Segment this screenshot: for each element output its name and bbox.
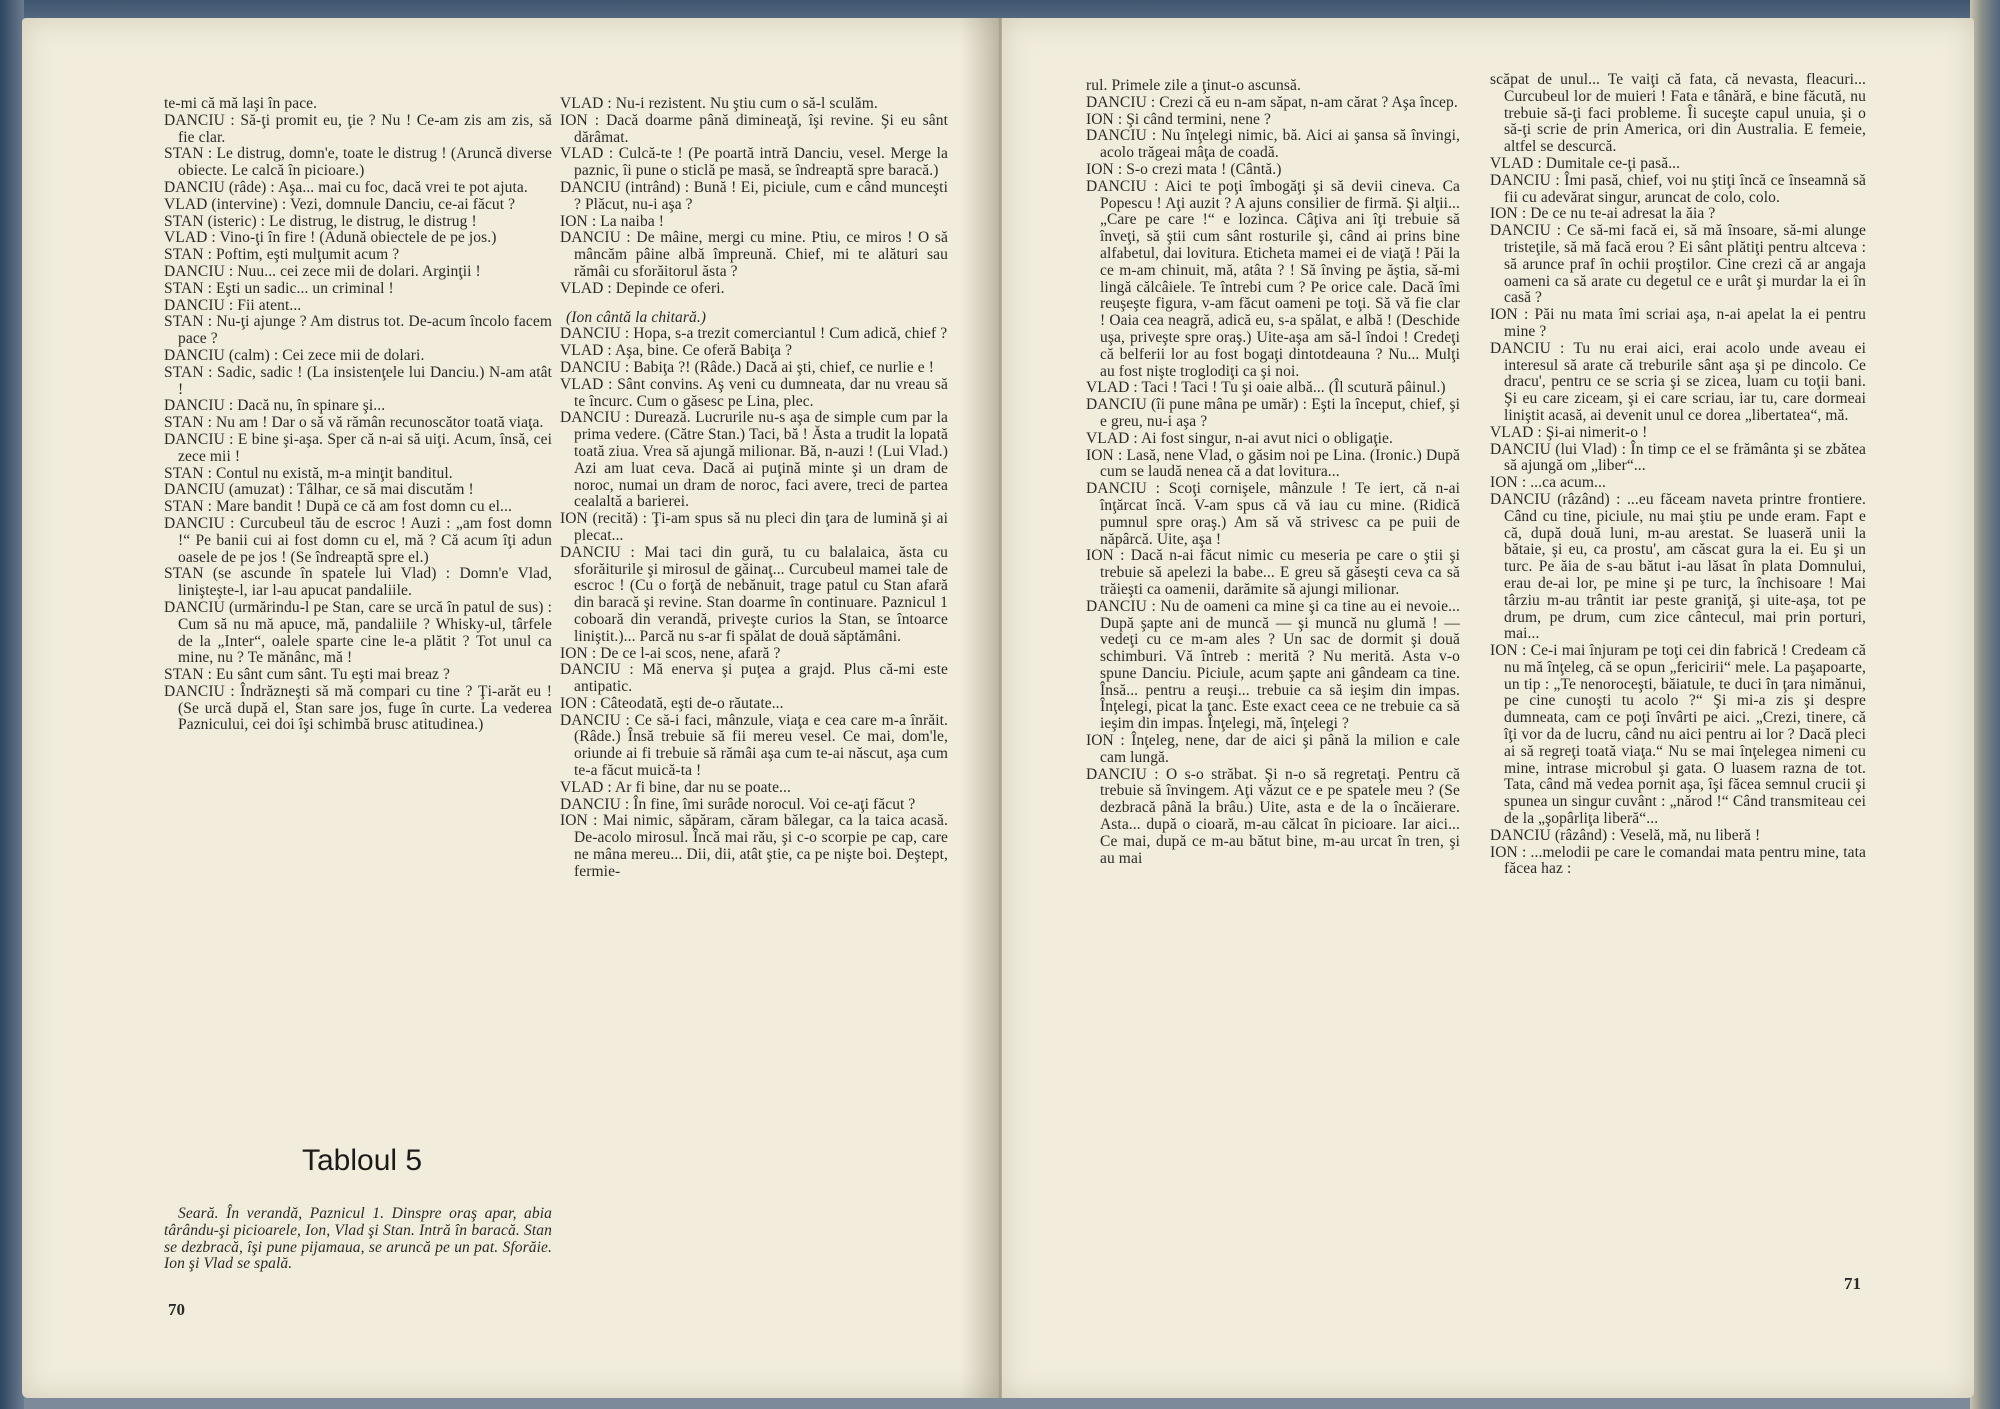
dialogue-line: ION : S-o crezi mata ! (Cântă.) [1086, 160, 1282, 178]
dialogue-line: STAN : Eu sânt cum sânt. Tu eşti mai breaz ? [164, 666, 450, 684]
dialogue-line: scăpat de unul... Te vaiţi că fata, că nevasta, fleacuri... Curcubeul lor de muieri ! Fata e tânără, e bine făcută, nu trebuie să-ţi faci probleme. Îi suceşte capul unuia, şi o să-ţi scrie de prin America, ori din Australia. E femeie, altfel se descurcă. [1490, 71, 1866, 156]
right-page [1002, 18, 1974, 1398]
dialogue-line: DANCIU (îi pune mâna pe umăr) : Eşti la început, chief, şi e greu, nu-i aşa ? [1086, 396, 1460, 430]
dialogue-line: VLAD : Dumitale ce-ţi pasă... [1490, 154, 1681, 172]
dialogue-line: DANCIU : Curcubeul tău de escroc ! Auzi : „am fost domn !“ Pe banii cui ai fost domn cu el, mă ? Că acum îţi adun oasele de pe jos ! (Se îndreaptă spre el.) [164, 514, 552, 566]
dialogue-line: VLAD : Nu-i rezistent. Nu ştiu cum o să-l sculăm. [560, 95, 878, 112]
dialogue-line: VLAD : Vino-ţi în fire ! (Adună obiectele de pe jos.) [164, 229, 497, 247]
dialogue-line: DANCIU (râzând) : ...eu făceam naveta printre frontiere. Când cu tine, piciule, nu mai ştiu pe unde eram. Fapt e că, după două luni, m-au arestat. Se luaseră unii la bătaie, şi eu, ca prostu', am căscat gura la ei. Eu şi un turc. Pe ăia de s-au bătut i-au lăsat în plata Domnului, erau de-ai lor, pe mine şi pe turc, la închisoare ! Mai târziu m-au trântit iar peste graniţă, şi uite-aşa, tot pe drum, pe drum, cum zice cântecul, mai prin porturi, mai... [1490, 490, 1866, 643]
dialogue-line: VLAD : Ar fi bine, dar nu se poate... [560, 778, 791, 796]
dialogue-line: VLAD (intervine) : Vezi, domnule Danciu, ce-ai făcut ? [164, 195, 516, 213]
dialogue-line: DANCIU : De mâine, mergi cu mine. Ptiu, ce miros ! O să mâncăm pâine albă împreună. Chief, mi te alături sau rămâi cu sforăitorul ăsta ? [560, 229, 948, 280]
dialogue-line: DANCIU : Îndrăzneşti să mă compari cu tine ? Ţi-arăt eu ! (Se urcă după el, Stan sare jos, fuge în curte. La vederea Paznicului, cei doi îşi schimbă brusc atitudinea.) [164, 682, 552, 734]
dialogue-line: DANCIU : O s-o străbat. Şi n-o să regretaţi. Pentru că trebuie să învingem. Aţi văzut ce e pe spatele meu ? (Se dezbracă până la brâu.) Uite, asta e de la o încăierare. Asta... după o cioară, m-au călcat în picioare. Iar aici... Ce mai, după ce m-au bătut bine, m-au urcat în tren, şi au mai [1086, 765, 1460, 867]
dialogue-line: VLAD : Aşa, bine. Ce oferă Babiţa ? [560, 342, 793, 360]
dialogue-line: STAN (isteric) : Le distrug, le distrug, le distrug ! [164, 212, 477, 230]
page-number-left: 70 [168, 1300, 185, 1319]
dialogue-line: DANCIU : Dacă nu, în spinare şi... [164, 397, 386, 415]
dialogue-line: VLAD : Ai fost singur, n-ai avut nici o obligaţie. [1086, 429, 1394, 447]
dialogue-line: ION : Ce-i mai înjuram pe toţi cei din fabrică ! Credeam că nu mă înţeleg, că se opun „fericirii“ mele. La paşapoarte, un tip : „Te nenoroceşti, băiatule, te duci în ţara nimănui, pe cine cunoşti tu acolo ?“ Şi mi-a zis şi despre dumneata, cam ce poţi învârti pe aici. „Crezi, tinere, că îţi vor da de lucru, când nu aici pentru ai lor ? Dacă pleci ai să regreţi toată viaţa.“ Nu se mai înţelegea nimeni cu mine, intrase microbul şi gata. O luasem razna de tot. Tata, când mă vedea pornit aşa, îşi făcea semnul crucii şi spunea un singur cuvânt : „nărod !“ Când transmiteau cei de la „şopârliţa liberă“... [1490, 642, 1866, 828]
dialogue-line: ION : Înţeleg, nene, dar de aici şi până la milion e cale cam lungă. [1086, 732, 1460, 766]
dialogue-line: DANCIU (râzând) : Veselă, mă, nu liberă ! [1490, 826, 1761, 844]
page-number-right: 71 [1844, 1274, 1861, 1293]
dialogue-line: ION : Dacă n-ai făcut nimic cu meseria pe care o ştii şi trebuie să apelezi la babe... E greu să găseşti ceva ca să trăieşti ca oamenii, darămite să ajungi milionar. [1086, 547, 1460, 598]
dialogue-line: STAN : Eşti un sadic... un criminal ! [164, 279, 394, 297]
dialogue-line: DANCIU : În fine, îmi surâde norocul. Voi ce-aţi făcut ? [560, 795, 916, 813]
dialogue-line: DANCIU : Durează. Lucrurile nu-s aşa de simple cum par la prima vedere. (Către Stan.) Taci, bă ! Ăsta a trudit la lopată toată ziua. Vrea să ajungă milionar. Bă, n-auzi ! (Lui Vlad.) Azi am luat ceva. Dacă ai puţină minte şi un dram de noroc, numai un dram de noroc, faci avere, treci de partea cealaltă a barierei. [560, 409, 948, 511]
dialogue-line: DANCIU : Nu înţelegi nimic, bă. Aici ai şansa să învingi, acolo trăgeai mâţa de coadă. [1086, 127, 1460, 162]
dialogue-line: DANCIU : Ce să-mi facă ei, să mă însoare, să-mi alunge tristeţile, să mă facă erou ? Ei sânt plătiţi pentru altceva : să arunce praf în ochii proştilor. Cine crezi că ar angaja oameni ca să arate cu degetul ce e urât şi murdar la ei în casă ? [1490, 222, 1866, 307]
dialogue-line: DANCIU : Aici te poţi îmbogăţi şi să devii cineva. Ca Popescu ! Aţi auzit ? A ajuns consilier de firmă. Şi alţii... „Care pe care !“ e lozinca. Câţiva ani îţi trebuie să înveţi, să ştii cum sânt rosturile şi, când ai prins bine alfabetul, dai lovitura. Eticheta mamei ei de viaţă ! Păi la ce m-am chinuit, mă, atâta ? ! Să înving pe ăştia, să-mi lingă călcâiele. Te întrebi cum ? Pe orice cale. Dacă îmi reuşeşte figura, v-am făcut oameni pe toţi. Să vă fie clar ! Oaia cea neagră, adică eu, s-a spălat, e albă ! (Deschide uşa, priveşte spre oraş.) Uite-aşa am să-l îndoi ! Credeţi că belferii lor au fost bogaţi dintotdeauna ? Nu... Mulţi au fost nişte troglodiţi ca şi noi. [1086, 177, 1460, 380]
dialogue-line: STAN : Mare bandit ! După ce că am fost domn cu el... [164, 498, 512, 516]
scene-heading: Tabloul 5 [302, 1144, 423, 1177]
dialogue-line: ION : ...melodii pe care le comandai mata pentru mine, tata făcea haz : [1490, 843, 1866, 878]
dialogue-line: VLAD : Depinde ce oferi. [560, 279, 725, 297]
dialogue-line: ION : De ce nu te-ai adresat la ăia ? [1490, 205, 1716, 223]
dialogue-line: ION : Câteodată, eşti de-o răutate... [560, 694, 784, 712]
dialogue-line: STAN (se ascunde în spatele lui Vlad) : Domn'e Vlad, linişteşte-l, iar l-au apucat pandaliile. [164, 565, 552, 600]
left-page-column-2 [560, 96, 948, 881]
dialogue-line: ION : De ce l-ai scos, nene, afară ? [560, 644, 781, 662]
dialogue-line: DANCIU (râde) : Aşa... mai cu foc, dacă vrei te pot ajuta. [164, 178, 528, 196]
right-page-column-1 [1086, 78, 1460, 867]
dialogue-line: DANCIU : Hopa, s-a trezit comerciantul ! Cum adică, chief ? [560, 325, 948, 343]
dialogue-line: ION : Păi nu mata îmi scriai aşa, n-ai apelat la ei pentru mine ? [1490, 306, 1866, 340]
scene-stage-direction [164, 1206, 552, 1273]
dialogue-line: ION : Dacă doarme până dimineaţă, îşi revine. Şi eu sânt dărâmat. [560, 111, 948, 146]
dialogue-line: DANCIU : Scoţi cornişele, mânzule ! Te iert, că n-ai înţărcat încă. V-am spus că vă iau cu mine. (Ridică pumnul spre oraş.) Am să vă strivesc ca pe puii de năpârcă. Uite, aşa ! [1086, 480, 1460, 548]
dialogue-line: DANCIU : Babiţa ?! (Râde.) Dacă ai şti, chief, ce nurlie e ! [560, 358, 934, 376]
dialogue-line: ION : Mai nimic, săpăram, căram bălegar, ca la taica acasă. De-acolo mirosul. Încă mai rău, şi c-o scorpie pe cap, care ne mâna mereu... Dii, dii, atât ştie, ca pe nişte boi. Deştept, fermie- [560, 812, 948, 880]
book-cover-right-edge [1970, 0, 2000, 1409]
dialogue-line: STAN : Poftim, eşti mulţumit acum ? [164, 246, 400, 264]
dialogue-line: DANCIU : Fii atent... [164, 296, 302, 314]
dialogue-line: DANCIU : Crezi că eu n-am săpat, n-am cărat ? Aşa încep. [1086, 93, 1458, 111]
dialogue-line: DANCIU (lui Vlad) : În timp ce el se frământa şi se zbătea să ajungă om „liber“... [1490, 440, 1866, 475]
dialogue-line: DANCIU : Tu nu erai aici, erai acolo unde aveau ei interesul să arate că treburile sânt aşa şi pe dincolo. Ce dracu', pentru ce se scria şi se zicea, luam cu toţii bani. Şi eu care ziceam, şi ei care scriau, iar tu, care dormeai liniştit acasă, ai devenit unul ce dorea „libertatea“, mă. [1490, 339, 1866, 424]
dialogue-line: DANCIU : Nuu... cei zece mii de dolari. Arginţii ! [164, 262, 481, 280]
dialogue-line: DANCIU (intrând) : Bună ! Ei, piciule, cum e când munceşti ? Plăcut, nu-i aşa ? [560, 178, 948, 213]
dialogue-line: ION : Şi când termini, nene ? [1086, 110, 1271, 128]
right-page-column-2 [1490, 72, 1866, 878]
dialogue-line: STAN : Contul nu există, m-a minţit banditul. [164, 464, 453, 482]
dialogue-line: DANCIU : Nu de oameni ca mine şi ca tine au ei nevoie... După şapte ani de muncă — şi muncă nu glumă ! — vedeţi cu ce m-am ales ? Un sac de dormit şi două schimburi. Vă întreb : merită ? Nu merită. Asta v-o spune Danciu. Piciule, acum şapte ani gândeam ca tine. Însă... pentru a reuşi... trebuie ca să ieşim din impas. Înţelegi, picat la ţanc. Este exact ceea ce ne trebuie ca să ieşim din impas. Înţelegi, mă, înţelegi ? [1086, 597, 1460, 733]
dialogue-line: STAN : Nu am ! Dar o să vă rămân recunoscător toată viaţa. [164, 414, 544, 432]
dialogue-line: STAN : Sadic, sadic ! (La insistenţele lui Danciu.) N-am atât ! [164, 363, 552, 398]
dialogue-line: te-mi că mă laşi în pace. [164, 95, 318, 112]
left-page-column-1 [164, 96, 552, 734]
dialogue-line: DANCIU : Mai taci din gură, tu cu balalaica, ăsta cu sforăiturile şi mirosul de găinaţ... Curcubeul mamei tale de escroc ! (Cu o forţă de nebănuit, trage patul cu Stan afară din baracă şi revine. Stan doarme în continuare. Paznicul 1 coboară din verandă, priveşte curios la Stan, se întoarce liniştit.)... Parcă nu s-ar fi spălat de două săptămâni. [560, 543, 948, 645]
left-page [22, 18, 1002, 1398]
dialogue-line: DANCIU (calm) : Cei zece mii de dolari. [164, 346, 425, 364]
dialogue-line: ION : La naiba ! [560, 212, 665, 230]
book-cover-left-edge [0, 0, 24, 1409]
dialogue-line: DANCIU (amuzat) : Tâlhar, ce să mai discutăm ! [164, 481, 474, 499]
dialogue-line: ION : ...ca acum... [1490, 474, 1606, 492]
dialogue-line: DANCIU (urmărindu-l pe Stan, care se urcă în patul de sus) : Cum să nu mă apuce, mă, pandaliile ? Whisky-ul, târfele de la „Inter“, oalele sparte cine le-a plătit ? Tot unul ca mine, nu ? Te mănânc, mă ! [164, 598, 552, 667]
dialogue-line: VLAD : Taci ! Taci ! Tu şi oaie albă... (Îl scutură pâinul.) [1086, 379, 1446, 397]
dialogue-line: DANCIU : Îmi pasă, chief, voi nu ştiţi încă ce înseamnă să fii cu adevărat singur, aruncat de colo, colo. [1490, 171, 1866, 206]
stage-direction-line: (Ion cântă la chitară.) [566, 308, 707, 326]
dialogue-line: VLAD : Şi-ai nimerit-o ! [1490, 423, 1648, 441]
dialogue-line: DANCIU : E bine şi-aşa. Sper că n-ai să uiţi. Acum, însă, cei zece mii ! [164, 430, 552, 465]
dialogue-line: DANCIU : Ce să-i faci, mânzule, viaţa e cea care m-a înrăit. (Râde.) Însă trebuie să fii mereu vesel. Ce mai, dom'le, oriunde ai fi trebuie să rămâi aşa cum te-ai născut, aşa cum te-a făcut muică-ta ! [560, 711, 948, 780]
dialogue-line: DANCIU : Să-ţi promit eu, ţie ? Nu ! Ce-am zis am zis, să fie clar. [164, 111, 552, 146]
dialogue-line: ION (recită) : Ţi-am spus să nu pleci din ţara de lumină şi ai plecat... [560, 510, 948, 544]
dialogue-line: DANCIU : Mă enerva şi puţea a grajd. Plus că-mi este antipatic. [560, 661, 948, 696]
dialogue-line: rul. Primele zile a ţinut-o ascunsă. [1086, 77, 1301, 94]
dialogue-line: VLAD : Culcă-te ! (Pe poartă intră Danciu, vesel. Merge la paznic, îi pune o sticlă pe masă, se îndreaptă spre baracă.) [560, 145, 948, 180]
dialogue-line: STAN : Nu-ţi ajunge ? Am distrus tot. De-acum încolo facem pace ? [164, 313, 552, 348]
dialogue-line: VLAD : Sânt convins. Aş veni cu dumneata, dar nu vreau să te încurc. Cum o găsesc pe Lina, plec. [560, 375, 948, 410]
dialogue-line: ION : Lasă, nene Vlad, o găsim noi pe Lina. (Ironic.) După cum se laudă nenea că a dat lovitura... [1086, 446, 1460, 481]
stage-direction-text: Seară. În verandă, Paznicul 1. Dinspre oraş apar, abia târându-şi picioarele, Ion, Vlad şi Stan. Intră în baracă. Stan se dezbracă, îşi pune pijamaua, se aruncă pe un pat. Sforăie. Ion şi Vlad se spală. [164, 1205, 552, 1273]
dialogue-line: STAN : Le distrug, domn'e, toate le distrug ! (Aruncă diverse obiecte. Le calcă în picioare.) [164, 145, 552, 180]
